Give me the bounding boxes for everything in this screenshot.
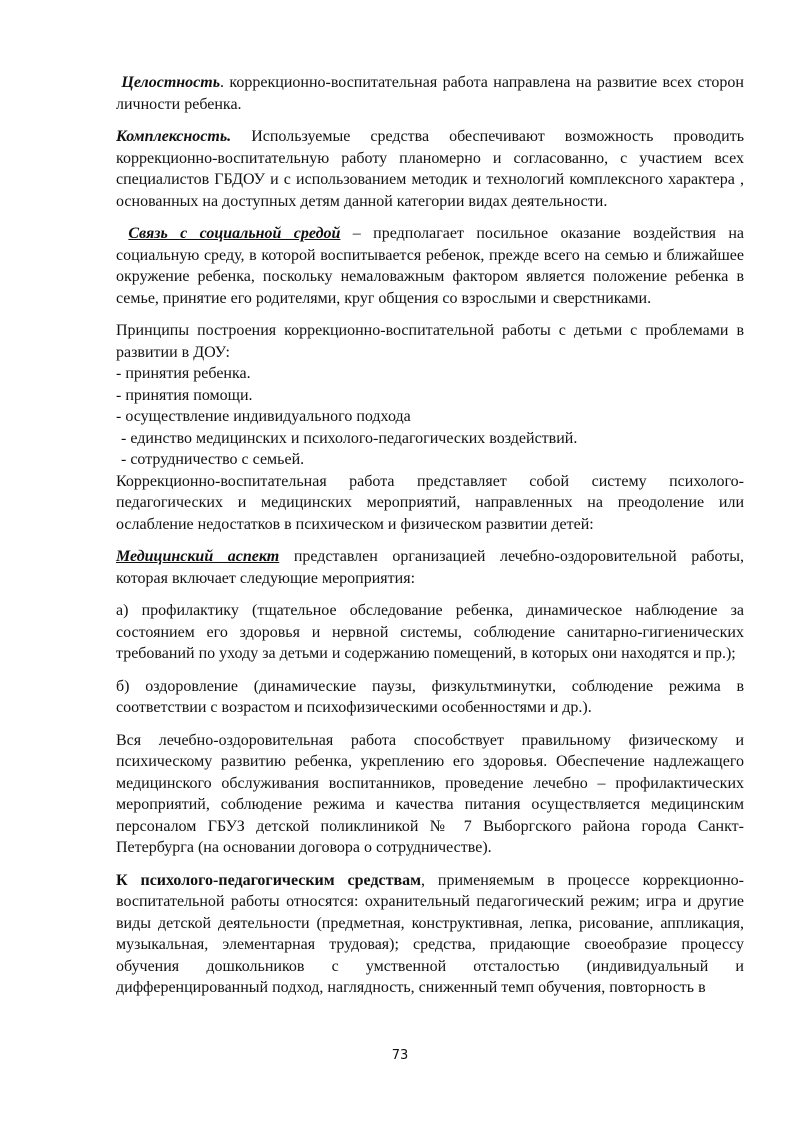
term-psych-ped-means: К психолого-педагогическим средствам <box>116 871 422 889</box>
paragraph-integrity-text: . коррекционно-воспитательная работа направлена на развитие всех сторон личности ребенка. <box>116 74 744 113</box>
term-medical-aspect: Медицинский аспект <box>116 548 280 565</box>
paragraph-principles-outro: Коррекционно-воспитательная работа представляет собой систему психолого-педагогических и медицинских мероприятий, направленных на преодоление или ослабление недостатков в психическом и физическом развитии детей: <box>116 472 744 533</box>
principle-item: - принятия ребенка. <box>116 365 251 382</box>
paragraph-medical-aspect <box>116 546 744 589</box>
principle-item: - сотрудничество с семьей. <box>117 451 305 468</box>
term-social-environment: Связь с социальной средой <box>128 225 341 242</box>
paragraph-health-work: Вся лечебно-оздоровительная работа способствует правильному физическому и психическому развитию ребенка, укреплению его здоровья. Обеспечение надлежащего медицинского обслуживания воспитанников, проведение лечебно – профилактических мероприятий, соблюдение режима и качества питания осуществляется медицинским персоналом ГБУЗ детской поликлиникой № 7 Выборгского района города Санкт-Петербурга (на основании договора о сотрудничестве). <box>116 731 744 856</box>
paragraph-integrity <box>116 72 744 115</box>
paragraph-social-environment <box>116 223 744 309</box>
page-number: 73 <box>391 1048 409 1063</box>
paragraph-prevention: а) профилактику (тщательное обследование ребенка, динамическое наблюдение за состоянием его здоровья и нервной системы, соблюдение санитарно-гигиенических требований по уходу за детьми и содержанию помещений, в которых они находятся и пр.); <box>116 602 744 662</box>
paragraph-psych-ped-means <box>116 870 744 999</box>
paragraph-principles-intro: Принципы построения коррекционно-воспитательной работы с детьми с проблемами в развитии в ДОУ: <box>116 322 744 361</box>
principle-item: - принятия помощи. <box>116 386 253 404</box>
paragraph-complexity-text: Используемые средства обеспечивают возможность проводить коррекционно-воспитательную работу планомерно и согласованно, с участием всех специалистов ГБДОУ и с использованием методик и технологий комплексного характера , основанных на доступных детям данной категории видах деятельности. <box>116 128 744 210</box>
paragraph-complexity <box>116 126 744 212</box>
paragraph-medical-aspect-text: представлен организацией лечебно-оздоровительной работы, которая включает следующие мероприятия: <box>116 548 745 587</box>
principle-item: - единство медицинских и психолого-педагогических воздействий. <box>117 429 578 447</box>
term-complexity: Комплексность. <box>116 128 232 145</box>
paragraph-health-improvement: б) оздоровление (динамические паузы, физкультминутки, соблюдение режима в соответствии с возрастом и психофизическими особенностями и др.). <box>116 677 744 716</box>
term-integrity: Целостность <box>121 74 221 91</box>
paragraph-social-environment-text: – предполагает посильное оказание воздействия на социальную среду, в которой воспитывается ребенок, прежде всего на семью и ближайшее окружение ребенка, поскольку немаловажным фактором является положение ребенка в семье, принятие его родителями, круг общения со взрослыми и сверстниками. <box>116 225 745 307</box>
principle-item: - осуществление индивидуального подхода <box>116 408 411 425</box>
paragraph-psych-ped-means-text: , применяемым в процессе коррекционно-воспитательной работы относятся: охранительный педагогический режим; игра и другие виды детской деятельности (предметная, конструктивная, лепка, рисование, аппликация, музыкальная, элементарная трудовая); средства, придающие своеобразие процессу обучения дошкольников с умственной отсталостью (индивидуальный и дифференцированный подход, наглядность, сниженный темп обучения, повторность в <box>116 871 745 996</box>
